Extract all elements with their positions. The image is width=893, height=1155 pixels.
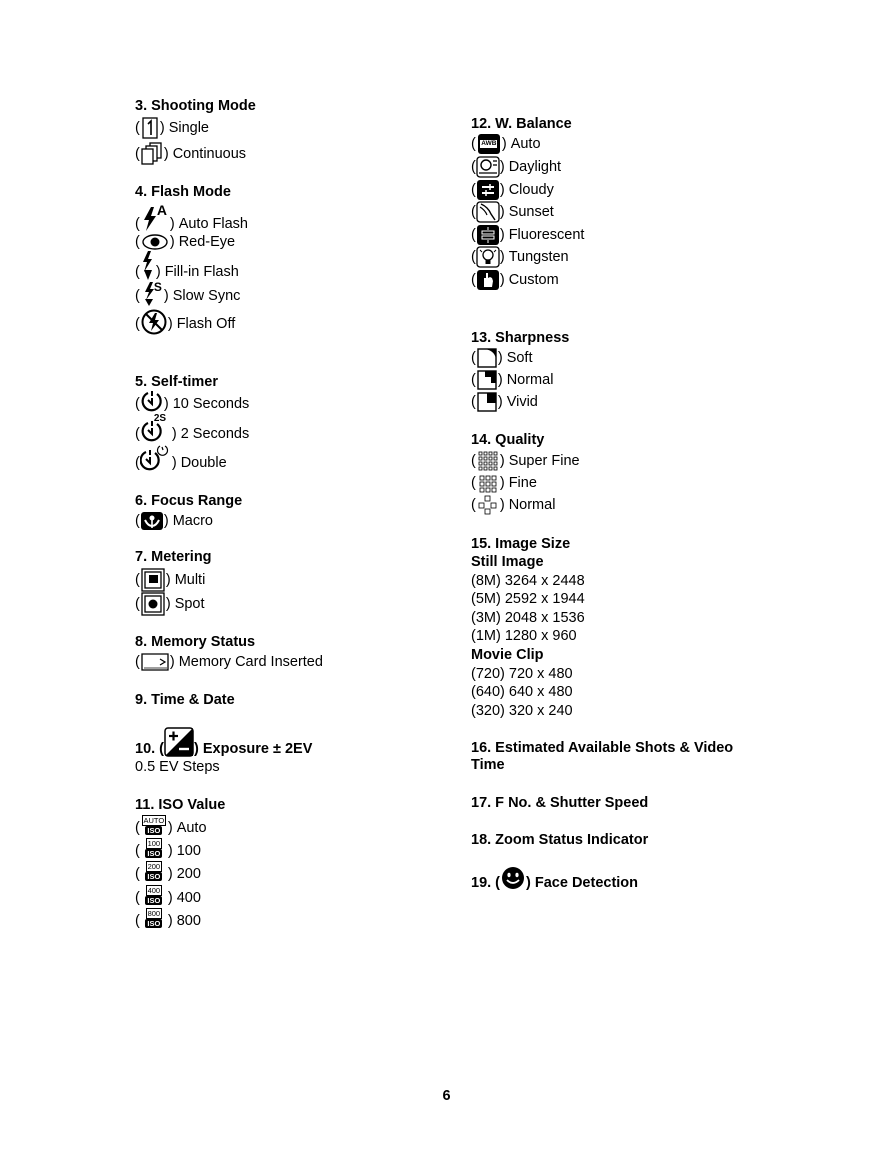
close-paren: ) — [169, 654, 175, 670]
open-paren: ( — [471, 249, 476, 265]
cloudy-icon — [476, 179, 500, 201]
close-paren: ) — [163, 288, 169, 304]
sharpness-vivid-icon — [476, 391, 498, 413]
awb-label: AWB — [481, 140, 497, 147]
list-item — [471, 134, 541, 154]
heading-prefix: 10. ( — [135, 741, 165, 757]
open-paren: ( — [471, 475, 476, 491]
open-paren: ( — [135, 890, 140, 906]
close-paren: ) — [499, 227, 505, 243]
metering-section — [135, 548, 455, 566]
close-paren: ) — [167, 890, 173, 906]
exposure-icon — [164, 727, 194, 757]
list-item — [471, 391, 538, 413]
open-paren: ( — [471, 372, 476, 388]
close-paren: ) — [499, 204, 505, 220]
quality-fine-icon — [476, 472, 500, 494]
item-label: 400 — [176, 890, 201, 906]
close-paren: ) — [163, 513, 169, 529]
section-heading: 4. Flash Mode — [135, 184, 231, 200]
list-item — [471, 450, 580, 472]
time-date-section — [135, 691, 455, 709]
list-item — [135, 836, 201, 860]
close-paren: ) — [171, 455, 177, 471]
open-paren: ( — [471, 272, 476, 288]
item-label: Auto — [510, 136, 541, 152]
iso-section — [135, 796, 455, 814]
quality-super-fine-icon — [476, 450, 500, 472]
close-paren: ) — [165, 596, 171, 612]
close-paren: ) — [167, 866, 173, 882]
close-paren: ) — [169, 216, 175, 232]
quality-section — [471, 431, 791, 449]
item-label: Auto Flash — [178, 216, 249, 232]
list-item — [135, 652, 323, 672]
close-paren: ) — [167, 843, 173, 859]
open-paren: ( — [471, 394, 476, 410]
list-item: (1M) 1280 x 960 — [471, 628, 577, 644]
open-paren: ( — [471, 159, 476, 175]
section-heading: 17. F No. & Shutter Speed — [471, 795, 649, 811]
section-heading: 18. Zoom Status Indicator — [471, 832, 649, 848]
section-heading: 9. Time & Date — [135, 692, 235, 708]
self-timer-section — [135, 373, 455, 391]
sunset-icon — [476, 201, 500, 223]
iso-value-label: AUTO — [143, 816, 165, 825]
open-paren: ( — [471, 350, 476, 366]
open-paren: ( — [135, 572, 140, 588]
list-item — [471, 472, 537, 494]
iso-200-icon — [142, 861, 166, 881]
timer-2s-icon — [140, 413, 172, 445]
iso-auto-icon — [142, 815, 166, 835]
iso-badge: ISO — [147, 896, 161, 905]
list-item: (8M) 3264 x 2448 — [471, 573, 585, 589]
item-label: Sunset — [508, 204, 554, 220]
item-label: Super Fine — [508, 453, 580, 469]
close-paren: ) — [155, 264, 161, 280]
open-paren: ( — [135, 234, 140, 250]
multi-metering-icon — [140, 567, 166, 593]
open-paren: ( — [135, 843, 140, 859]
item-label: Flash Off — [176, 316, 236, 332]
list-item: (720) 720 x 480 — [471, 666, 573, 682]
section-heading: 14. Quality — [471, 432, 545, 448]
close-paren: ) — [497, 350, 503, 366]
exposure-note: 0.5 EV Steps — [135, 759, 220, 775]
quality-normal-icon — [476, 494, 500, 516]
item-label: Single — [168, 120, 209, 136]
memory-status-section — [135, 633, 455, 651]
item-label: Daylight — [508, 159, 562, 175]
item-label: 100 — [176, 843, 201, 859]
list-item: (3M) 2048 x 1536 — [471, 610, 585, 626]
close-paren: ) — [163, 146, 169, 162]
macro-flower-icon — [140, 511, 164, 531]
list-item — [135, 443, 227, 473]
heading-suffix: ) Face Detection — [526, 875, 639, 891]
item-label: Spot — [174, 596, 205, 612]
iso-value-label: 400 — [147, 886, 161, 895]
close-paren: ) — [497, 372, 503, 388]
item-label: Fine — [508, 475, 537, 491]
item-label: Continuous — [172, 146, 247, 162]
item-label: Multi — [174, 572, 206, 588]
open-paren: ( — [471, 136, 476, 152]
focus-range-section — [135, 492, 455, 510]
iso-value-label: 200 — [147, 862, 161, 871]
smiley-face-icon — [500, 865, 526, 891]
open-paren: ( — [471, 497, 476, 513]
item-label: 200 — [176, 866, 201, 882]
open-paren: ( — [471, 453, 476, 469]
close-paren: ) — [499, 159, 505, 175]
sharpness-section — [471, 329, 791, 347]
section-heading: 11. ISO Value — [135, 797, 226, 813]
list-item: (320) 320 x 240 — [471, 703, 573, 719]
section-heading: 16. Estimated Available Shots & Video — [471, 740, 734, 756]
close-paren: ) — [167, 820, 173, 836]
sync-letter: S — [153, 280, 162, 294]
iso-value-label: 800 — [147, 909, 161, 918]
list-item — [135, 281, 240, 307]
sharpness-normal-icon — [476, 369, 498, 391]
section-heading: 15. Image Size — [471, 536, 571, 552]
list-item — [135, 883, 201, 907]
item-label: Tungsten — [508, 249, 569, 265]
open-paren: ( — [135, 654, 140, 670]
red-eye-icon — [140, 233, 170, 251]
iso-100-icon — [142, 838, 166, 858]
list-item — [471, 201, 554, 223]
list-item — [471, 494, 555, 516]
section-heading: 12. W. Balance — [471, 116, 572, 132]
two-seconds-label: 2S — [153, 413, 167, 424]
item-label: Fluorescent — [508, 227, 585, 243]
open-paren: ( — [135, 396, 140, 412]
item-label: Double — [180, 455, 227, 471]
exposure-heading — [135, 726, 312, 758]
iso-badge: ISO — [147, 826, 161, 835]
sharpness-soft-icon — [476, 347, 498, 369]
item-label: Custom — [508, 272, 559, 288]
close-paren: ) — [499, 249, 505, 265]
section-heading: 7. Metering — [135, 549, 212, 565]
section-heading: 5. Self-timer — [135, 374, 218, 390]
still-image-heading: Still Image — [471, 554, 544, 570]
close-paren: ) — [167, 316, 173, 332]
item-label: Normal — [508, 497, 556, 513]
open-paren: ( — [135, 316, 140, 332]
open-paren: ( — [135, 455, 140, 471]
auto-letter: A — [156, 202, 167, 218]
list-item — [135, 859, 201, 883]
item-label: 2 Seconds — [180, 426, 250, 442]
close-paren: ) — [499, 272, 505, 288]
flash-bolt-icon — [142, 207, 158, 231]
list-item — [135, 201, 248, 233]
white-balance-section — [471, 115, 791, 133]
close-paren: ) — [163, 396, 169, 412]
awb-icon — [478, 134, 500, 154]
section-heading-continued: Time — [471, 757, 505, 773]
open-paren: ( — [135, 913, 140, 929]
iso-800-icon — [142, 908, 166, 928]
list-item — [135, 511, 213, 531]
open-paren: ( — [135, 120, 140, 136]
list-item: (640) 640 x 480 — [471, 684, 573, 700]
close-paren: ) — [165, 572, 171, 588]
list-item — [135, 906, 201, 930]
list-item — [471, 369, 553, 391]
list-item — [471, 347, 532, 369]
list-item — [471, 269, 559, 291]
open-paren: ( — [135, 264, 140, 280]
double-timer-icon — [140, 443, 172, 473]
list-item — [135, 142, 246, 166]
list-item — [471, 156, 561, 178]
close-paren: ) — [497, 394, 503, 410]
shooting-mode-section — [135, 97, 455, 115]
single-shot-icon — [140, 116, 160, 140]
list-item — [471, 179, 554, 201]
close-paren: ) — [499, 475, 505, 491]
flash-off-icon — [140, 308, 168, 336]
list-item — [471, 224, 584, 246]
list-item — [135, 233, 235, 251]
section-heading: 3. Shooting Mode — [135, 98, 256, 114]
open-paren: ( — [135, 216, 140, 232]
open-paren: ( — [135, 820, 140, 836]
close-paren: ) — [159, 120, 165, 136]
open-paren: ( — [135, 146, 140, 162]
item-label: Red-Eye — [178, 234, 236, 250]
open-paren: ( — [135, 426, 140, 442]
item-label: Normal — [506, 372, 554, 388]
list-item — [135, 567, 205, 593]
list-item — [471, 246, 569, 268]
movie-clip-heading: Movie Clip — [471, 647, 544, 663]
list-item — [135, 413, 249, 445]
open-paren: ( — [135, 288, 140, 304]
page-number: 6 — [442, 1088, 451, 1104]
fluorescent-icon — [476, 224, 500, 246]
list-item: (5M) 2592 x 1944 — [471, 591, 585, 607]
iso-badge: ISO — [147, 849, 161, 858]
custom-hand-icon — [476, 269, 500, 291]
section-heading: 13. Sharpness — [471, 330, 570, 346]
item-label: 10 Seconds — [172, 396, 250, 412]
auto-flash-icon — [140, 201, 170, 233]
memory-card-icon — [140, 652, 170, 672]
close-paren: ) — [501, 136, 507, 152]
close-paren: ) — [171, 426, 177, 442]
tungsten-bulb-icon — [476, 246, 500, 268]
item-label: 800 — [176, 913, 201, 929]
iso-badge: ISO — [147, 872, 161, 881]
iso-value-label: 100 — [147, 839, 161, 848]
open-paren: ( — [471, 227, 476, 243]
face-detection-heading — [471, 864, 638, 892]
open-paren: ( — [135, 513, 140, 529]
item-label: Macro — [172, 513, 213, 529]
close-paren: ) — [499, 497, 505, 513]
item-label: Soft — [506, 350, 533, 366]
open-paren: ( — [135, 596, 140, 612]
daylight-icon — [476, 156, 500, 178]
list-item — [135, 116, 209, 140]
close-paren: ) — [499, 182, 505, 198]
list-item — [135, 390, 249, 414]
slow-sync-icon — [140, 281, 164, 307]
item-label: Slow Sync — [172, 288, 241, 304]
iso-400-icon — [142, 885, 166, 905]
close-paren: ) — [169, 234, 175, 250]
list-item — [135, 591, 205, 617]
item-label: Vivid — [506, 394, 538, 410]
section-heading: 6. Focus Range — [135, 493, 243, 509]
section-heading: 8. Memory Status — [135, 634, 256, 650]
item-label: Fill-in Flash — [164, 264, 239, 280]
open-paren: ( — [471, 182, 476, 198]
open-paren: ( — [471, 204, 476, 220]
flash-mode-section — [135, 183, 455, 201]
item-label: Memory Card Inserted — [178, 654, 323, 670]
item-label: Auto — [176, 820, 207, 836]
iso-badge: ISO — [147, 919, 161, 928]
item-label: Cloudy — [508, 182, 554, 198]
open-paren: ( — [135, 866, 140, 882]
close-paren: ) — [499, 453, 505, 469]
heading-prefix: 19. ( — [471, 875, 501, 891]
heading-suffix: ) Exposure ± 2EV — [194, 741, 313, 757]
continuous-shot-icon — [140, 142, 164, 166]
list-item — [135, 250, 239, 282]
list-item — [135, 813, 207, 837]
spot-metering-icon — [140, 591, 166, 617]
close-paren: ) — [167, 913, 173, 929]
list-item — [135, 308, 235, 336]
